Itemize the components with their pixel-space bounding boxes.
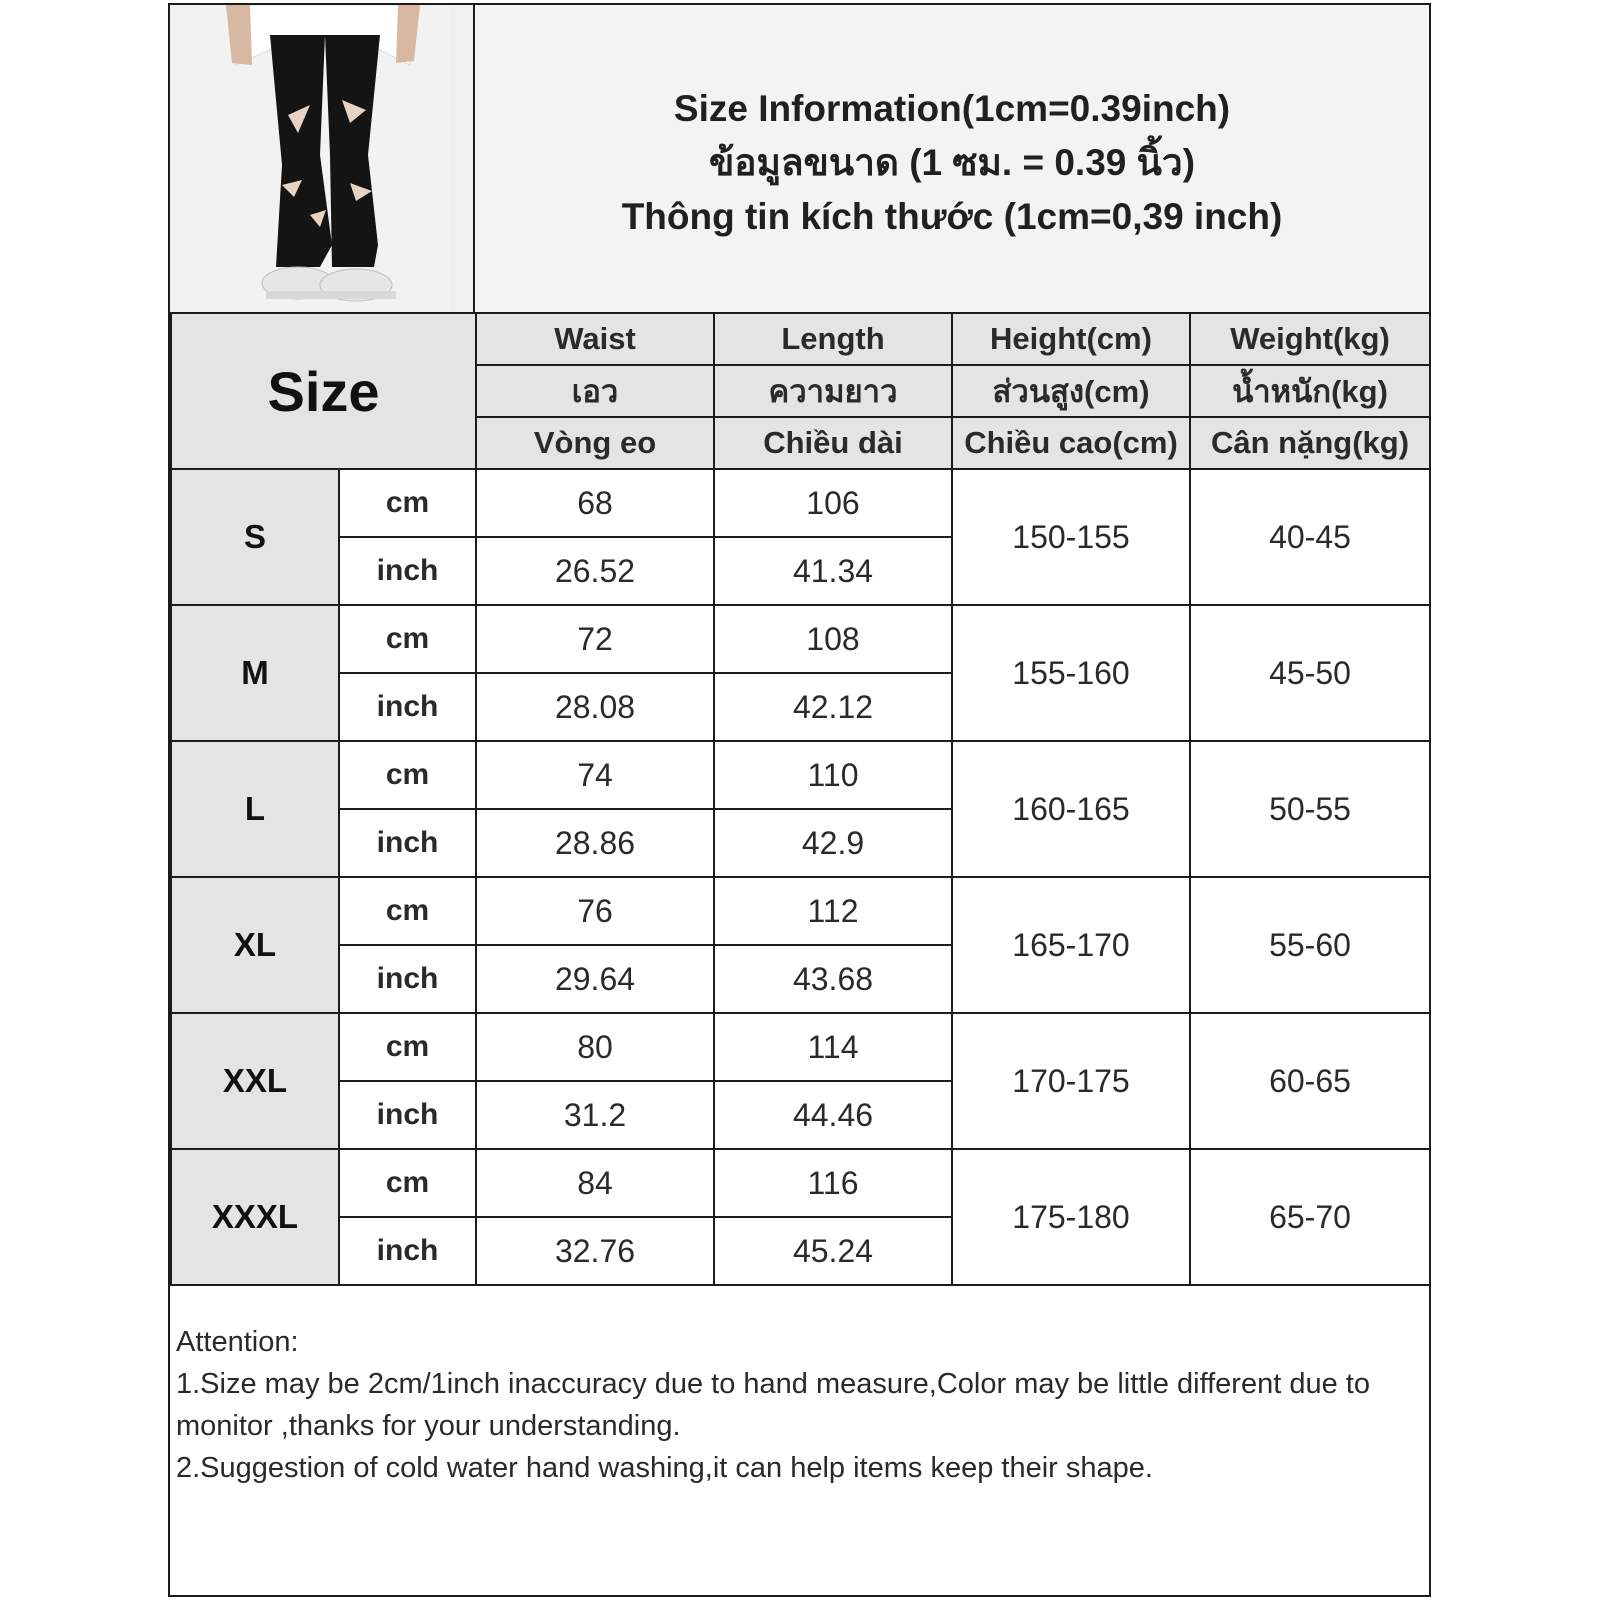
waist-cm: 74 xyxy=(476,741,714,809)
unit-inch: inch xyxy=(339,1217,476,1285)
size-label: M xyxy=(171,605,339,741)
weight-range: 50-55 xyxy=(1190,741,1430,877)
waist-inch: 29.64 xyxy=(476,945,714,1013)
waist-cm: 68 xyxy=(476,469,714,537)
waist-cm: 72 xyxy=(476,605,714,673)
length-cm: 110 xyxy=(714,741,952,809)
unit-inch: inch xyxy=(339,673,476,741)
unit-inch: inch xyxy=(339,945,476,1013)
height-range: 170-175 xyxy=(952,1013,1190,1149)
title-vietnamese: Thông tin kích thước (1cm=0,39 inch) xyxy=(621,196,1283,237)
height-range: 175-180 xyxy=(952,1149,1190,1285)
table-row xyxy=(171,605,1430,673)
header-length-th: ความยาว xyxy=(714,365,952,417)
weight-range: 55-60 xyxy=(1190,877,1430,1013)
header-waist-en: Waist xyxy=(476,313,714,365)
length-inch: 45.24 xyxy=(714,1217,952,1285)
size-label: S xyxy=(171,469,339,605)
size-label: XL xyxy=(171,877,339,1013)
size-label: L xyxy=(171,741,339,877)
header-height-vi: Chiều cao(cm) xyxy=(952,417,1190,469)
waist-inch: 31.2 xyxy=(476,1081,714,1149)
header-weight-en: Weight(kg) xyxy=(1190,313,1430,365)
header-waist-vi: Vòng eo xyxy=(476,417,714,469)
weight-range: 60-65 xyxy=(1190,1013,1430,1149)
length-inch: 44.46 xyxy=(714,1081,952,1149)
unit-cm: cm xyxy=(339,469,476,537)
attention-note-2: 2.Suggestion of cold water hand washing,it can help items keep their shape. xyxy=(176,1452,1153,1484)
size-chart-sheet xyxy=(168,3,1431,1597)
height-range: 160-165 xyxy=(952,741,1190,877)
unit-inch: inch xyxy=(339,537,476,605)
length-cm: 108 xyxy=(714,605,952,673)
unit-cm: cm xyxy=(339,1013,476,1081)
table-row xyxy=(171,1149,1430,1217)
header-row-english xyxy=(171,313,1430,365)
height-range: 155-160 xyxy=(952,605,1190,741)
weight-range: 45-50 xyxy=(1190,605,1430,741)
pants-model-icon xyxy=(170,5,475,313)
length-cm: 114 xyxy=(714,1013,952,1081)
title-english: Size Information(1cm=0.39inch) xyxy=(673,88,1231,129)
header-length-en: Length xyxy=(714,313,952,365)
unit-cm: cm xyxy=(339,741,476,809)
waist-cm: 84 xyxy=(476,1149,714,1217)
header-weight-vi: Cân nặng(kg) xyxy=(1190,417,1430,469)
size-information-title xyxy=(475,5,1429,313)
unit-cm: cm xyxy=(339,877,476,945)
header-height-en: Height(cm) xyxy=(952,313,1190,365)
length-inch: 43.68 xyxy=(714,945,952,1013)
header-length-vi: Chiều dài xyxy=(714,417,952,469)
length-inch: 42.9 xyxy=(714,809,952,877)
unit-inch: inch xyxy=(339,1081,476,1149)
waist-inch: 26.52 xyxy=(476,537,714,605)
waist-cm: 80 xyxy=(476,1013,714,1081)
waist-inch: 32.76 xyxy=(476,1217,714,1285)
waist-cm: 76 xyxy=(476,877,714,945)
unit-inch: inch xyxy=(339,809,476,877)
attention-notes xyxy=(170,1319,1429,1489)
length-cm: 116 xyxy=(714,1149,952,1217)
product-photo xyxy=(170,5,475,313)
header-height-th: ส่วนสูง(cm) xyxy=(952,365,1190,417)
size-label: XXL xyxy=(171,1013,339,1149)
height-range: 165-170 xyxy=(952,877,1190,1013)
unit-cm: cm xyxy=(339,1149,476,1217)
weight-range: 65-70 xyxy=(1190,1149,1430,1285)
attention-heading: Attention: xyxy=(176,1326,299,1358)
waist-inch: 28.08 xyxy=(476,673,714,741)
length-cm: 106 xyxy=(714,469,952,537)
length-inch: 42.12 xyxy=(714,673,952,741)
weight-range: 40-45 xyxy=(1190,469,1430,605)
size-table xyxy=(170,312,1431,1286)
table-row xyxy=(171,1013,1430,1081)
height-range: 150-155 xyxy=(952,469,1190,605)
title-thai: ข้อมูลขนาด (1 ซม. = 0.39 นิ้ว) xyxy=(708,142,1196,183)
header-waist-th: เอว xyxy=(476,365,714,417)
length-cm: 112 xyxy=(714,877,952,945)
header-weight-th: น้ำหนัก(kg) xyxy=(1190,365,1430,417)
size-column-header: Size xyxy=(171,313,476,469)
table-row xyxy=(171,469,1430,537)
size-label: XXXL xyxy=(171,1149,339,1285)
unit-cm: cm xyxy=(339,605,476,673)
length-inch: 41.34 xyxy=(714,537,952,605)
waist-inch: 28.86 xyxy=(476,809,714,877)
attention-note-1: 1.Size may be 2cm/1inch inaccuracy due to hand measure,Color may be little different due to monitor ,thanks for your understanding. xyxy=(176,1368,1370,1442)
table-row xyxy=(171,877,1430,945)
table-row xyxy=(171,741,1430,809)
